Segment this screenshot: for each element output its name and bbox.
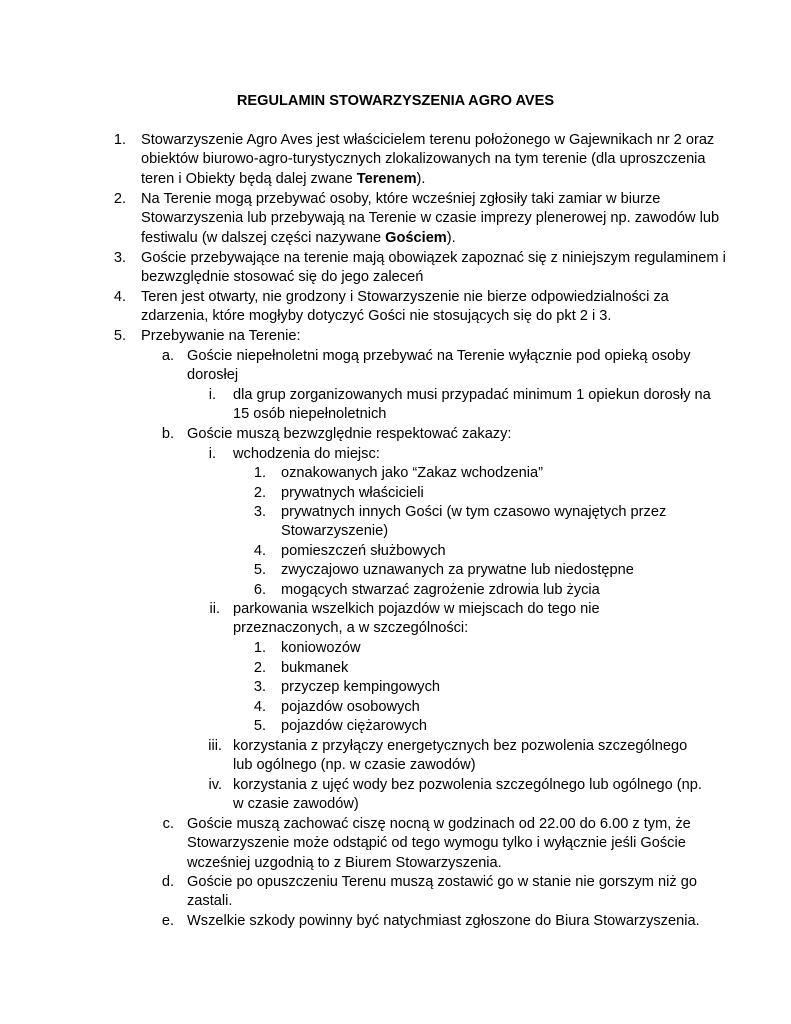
list-item-text [141,190,741,248]
list-item-text [141,327,741,346]
list-item-text [187,815,707,873]
list-item-text-part: Goście muszą zachować ciszę nocną w godzinach od 22.00 do 6.00 z tym, że Stowarzyszenie może odstąpić od tego wymogu tylko i wyłącznie jeśli Goście wcześniej uzgodnią to z Biurem Stowarzyszenia. [187,816,691,871]
list-item-text [281,698,701,717]
list-marker: 5. [253,718,266,734]
list-marker: iii. [208,738,222,754]
list-item-text-part: Stowarzyszenie Agro Aves jest właścicielem terenu położonego w Gajewnikach nr 2 oraz obiektów biurowo-agro-turystycznych zlokalizowanych na tym terenie (dla uproszczenia teren i Obiekty będą dalej zwane [141,132,715,187]
list-item-text [281,484,701,503]
list-item-text [141,288,721,327]
list-item-text [281,678,701,697]
list-item-text [233,386,723,425]
list-item-text [281,542,701,561]
list-item-text [281,639,701,658]
list-marker: e. [161,913,174,929]
list-marker: 2. [113,191,126,207]
list-item-text [281,581,701,600]
document-title: REGULAMIN STOWARZYSZENIA AGRO AVES [236,93,555,109]
list-item-text-part: prywatnych właścicieli [281,485,424,501]
list-item-text-part: Goście przebywające na terenie mają obowiązek zapoznać się z niniejszym regulaminem i bezwzględnie stosować się do jego zaleceń [141,250,726,286]
list-item-text-part: Wszelkie szkody powinny być natychmiast zgłoszone do Biura Stowarzyszenia. [187,913,700,929]
defined-term: Gościem [385,229,447,246]
list-marker: 3. [253,504,266,520]
list-item-text [233,737,703,776]
list-marker: 5. [113,328,126,344]
list-marker: 4. [113,289,126,305]
list-item-text [281,659,701,678]
list-item-text [233,445,723,464]
list-marker: 2. [253,485,266,501]
list-item-text [233,600,633,639]
list-item-text-part: korzystania z ujęć wody bez pozwolenia szczególnego lub ogólnego (np. w czasie zawodów) [233,777,702,813]
list-item-text-part: Goście muszą bezwzględnie respektować zakazy: [187,426,512,442]
list-item-text-part: zwyczajowo uznawanych za prywatne lub niedostępne [281,562,634,578]
list-item-text-part: Goście po opuszczeniu Terenu muszą zostawić go w stanie nie gorszym niż go zastali. [187,874,697,910]
list-marker: d. [161,874,174,890]
list-item-text-part: prywatnych innych Gości (w tym czasowo wynajętych przez Stowarzyszenie) [281,504,667,540]
list-item-text-part: wchodzenia do miejsc: [233,446,380,462]
list-item-text-part: oznakowanych jako “Zakaz wchodzenia” [281,465,544,481]
list-item-text-part: Przebywanie na Terenie: [141,328,301,344]
list-marker: 1. [253,640,266,656]
list-marker: 5. [253,562,266,578]
list-item-text-part: dla grup zorganizowanych musi przypadać minimum 1 opiekun dorosły na 15 osób niepełnoletnich [233,387,711,423]
defined-term: Terenem [356,170,417,187]
list-marker: 4. [253,543,266,559]
list-item-text [141,131,741,189]
list-marker: ii. [209,601,220,617]
list-item-text-part: Goście niepełnoletni mogą przebywać na Terenie wyłącznie pod opieką osoby dorosłej [187,348,691,384]
list-item-text [281,717,701,736]
list-marker: iv. [208,777,222,793]
list-item-text-part: parkowania wszelkich pojazdów w miejscach do tego nie przeznaczonych, a w szczególności: [233,601,600,637]
list-item-text [281,464,701,483]
list-marker: 1. [253,465,266,481]
list-item-text [281,503,691,542]
list-item-text-part: mogących stwarzać zagrożenie zdrowia lub życia [281,582,600,598]
list-marker: a. [161,348,174,364]
list-item-text-tail: ). [416,170,426,187]
list-item-text-part: pojazdów ciężarowych [281,718,428,734]
list-item-text-part: pomieszczeń służbowych [281,543,446,559]
list-marker: 4. [253,699,266,715]
list-item-text [281,561,701,580]
list-item-text-part: Teren jest otwarty, nie grodzony i Stowarzyszenie nie bierze odpowiedzialności za zdarzenia, które mogłyby dotyczyć Gości nie stosujących się do pkt 2 i 3. [141,289,669,325]
list-item-text [233,776,713,815]
list-item-text-part: bukmanek [281,660,349,676]
list-item-text-part: korzystania z przyłączy energetycznych bez pozwolenia szczególnego lub ogólnego (np. w czasie zawodów) [233,738,688,774]
list-marker: 3. [253,679,266,695]
list-item-text [141,249,741,288]
list-marker: 6. [253,582,266,598]
list-marker: 2. [253,660,266,676]
list-marker: i. [208,387,216,403]
list-item-text-part: pojazdów osobowych [281,699,420,715]
list-marker: b. [161,426,174,442]
list-marker: 3. [113,250,126,266]
list-marker: c. [162,816,174,832]
list-marker: 1. [113,132,126,148]
list-item-text-tail: ). [446,229,456,246]
list-item-text [187,425,697,444]
list-item-text-part: przyczep kempingowych [281,679,440,695]
list-marker: i. [208,446,216,462]
list-item-text [187,873,707,912]
list-item-text [187,347,697,386]
list-item-text-part: Na Terenie mogą przebywać osoby, które wcześniej zgłosiły taki zamiar w biurze Stowarzyszenia lub przebywają na Terenie w czasie imprezy plenerowej np. zawodów lub festiwalu (w dalszej części nazywane [141,191,720,246]
list-item-text-part: koniowozów [281,640,361,656]
list-item-text [187,912,707,931]
